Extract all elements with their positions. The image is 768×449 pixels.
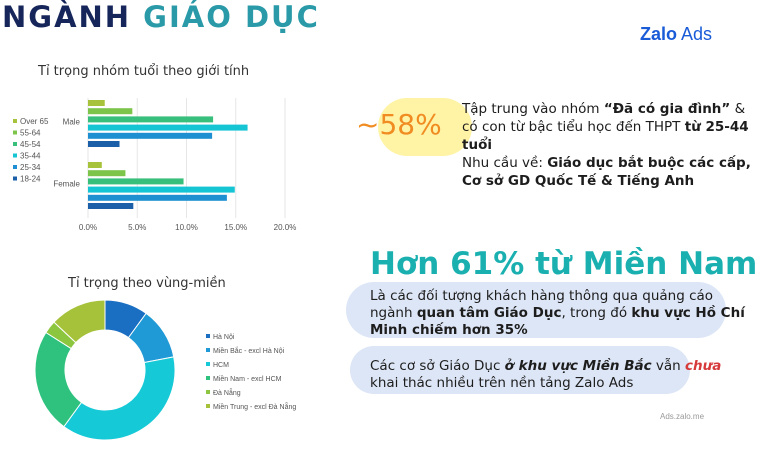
region-donut <box>35 300 175 440</box>
bar-female-4 <box>88 195 227 201</box>
stat1-line2-pre: Nhu cầu về: <box>462 155 548 171</box>
region-chart <box>0 295 330 445</box>
bar-male-3 <box>88 125 248 131</box>
bar-male-2 <box>88 116 213 122</box>
stat1-line2 <box>462 154 752 190</box>
age-chart-bars <box>88 100 248 209</box>
region-chart-legend <box>206 334 296 411</box>
legend-swatch <box>13 131 17 135</box>
bar-female-3 <box>88 187 235 193</box>
zalo-ads-logo <box>640 24 712 45</box>
bar-female-0 <box>88 162 102 168</box>
bar-female-5 <box>88 203 133 209</box>
page-title-part2: GIÁO DỤC <box>143 0 320 34</box>
bar-male-0 <box>88 100 105 106</box>
stat1-line2-bold: Giáo dục bắt buộc các cấp, Cơ sở GD Quốc Tế & Tiếng Anh <box>462 155 751 189</box>
brand-bold: Zalo <box>640 24 678 44</box>
legend-swatch <box>13 177 17 181</box>
p1-mid: , trong đó <box>561 305 632 321</box>
p2-red: chưa <box>685 358 722 374</box>
legend-label: HCM <box>213 362 229 369</box>
legend-swatch <box>13 142 17 146</box>
legend-label: Đà Nẵng <box>213 390 241 397</box>
legend-label: 25-34 <box>20 163 41 172</box>
legend-swatch <box>13 154 17 158</box>
legend-label: Miền Nam - excl HCM <box>213 376 282 383</box>
stat1-description <box>462 100 752 190</box>
age-chart-categories <box>53 118 80 189</box>
donut-slice <box>35 332 81 426</box>
p2-bold: ở khu vực Miền Bắc <box>504 358 652 374</box>
donut-slice <box>64 357 175 440</box>
x-tick-label: 0.0% <box>78 223 98 232</box>
x-tick-label: 10.0% <box>175 223 198 232</box>
bar-female-2 <box>88 178 184 184</box>
age-chart-title: Tỉ trọng nhóm tuổi theo giới tính <box>38 64 250 79</box>
legend-label: Miền Trung - excl Đà Nẵng <box>213 404 297 411</box>
legend-swatch <box>206 362 210 366</box>
stat2-paragraph2 <box>370 358 750 392</box>
legend-label: Miền Bắc - excl Hà Nội <box>213 348 285 355</box>
legend-swatch <box>206 348 210 352</box>
legend-swatch <box>206 334 210 338</box>
stat2-paragraph1 <box>370 288 750 339</box>
bar-male-4 <box>88 133 212 139</box>
x-tick-label: 5.0% <box>128 223 147 232</box>
age-chart <box>0 88 330 248</box>
legend-label: Over 65 <box>20 117 49 126</box>
legend-swatch <box>206 376 210 380</box>
p2-mid: vẫn <box>651 358 685 374</box>
bar-female-1 <box>88 170 125 176</box>
x-tick-label: 20.0% <box>273 223 297 232</box>
p2-post: khai thác nhiều trên nền tảng Zalo Ads <box>370 375 634 391</box>
legend-label: 55-64 <box>20 128 41 138</box>
stat1-line1-pre: Tập trung vào nhóm <box>462 101 604 117</box>
legend-swatch <box>13 119 17 123</box>
age-chart-legend <box>13 117 49 184</box>
x-tick-label: 15.0% <box>224 223 248 232</box>
page-title-part1: NGÀNH <box>2 0 132 34</box>
p1-bold2: khu vực Hồ Chí Minh chiếm hơn 35% <box>370 305 745 338</box>
category-label: Female <box>53 179 80 189</box>
stat1-line1 <box>462 100 752 154</box>
stat2-headline: Hơn 61% từ Miền Nam <box>370 246 758 282</box>
stat1-line1-bold2: từ 25-44 tuổi <box>462 119 749 153</box>
stat1-line1-bold: “Đã có gia đình” <box>603 101 731 117</box>
bar-male-1 <box>88 108 132 114</box>
p2-pre: Các cơ sở Giáo Dục <box>370 358 505 374</box>
legend-swatch <box>206 404 210 408</box>
legend-label: 45-54 <box>20 140 41 149</box>
stat1-line1-post: & có con từ bậc tiểu học đến THPT <box>462 101 746 135</box>
region-chart-title: Tỉ trọng theo vùng-miền <box>68 276 226 291</box>
page-title <box>2 0 320 34</box>
footer-source: Ads.zalo.me <box>660 412 705 421</box>
category-label: Male <box>62 117 80 127</box>
legend-label: 18-24 <box>20 174 41 184</box>
bar-male-5 <box>88 141 120 147</box>
p1-bold: quan tâm Giáo Dục <box>416 305 562 321</box>
p1-pre: Là các đối tượng khách hàng thông qua quảng cáo ngành <box>370 288 714 321</box>
legend-swatch <box>206 390 210 394</box>
legend-label: Hà Nội <box>213 334 235 341</box>
legend-swatch <box>13 165 17 169</box>
age-chart-ticks <box>79 223 296 232</box>
brand-light: Ads <box>681 24 713 44</box>
stat-58-percent: ~58% <box>356 108 442 141</box>
legend-label: 35-44 <box>20 151 41 161</box>
